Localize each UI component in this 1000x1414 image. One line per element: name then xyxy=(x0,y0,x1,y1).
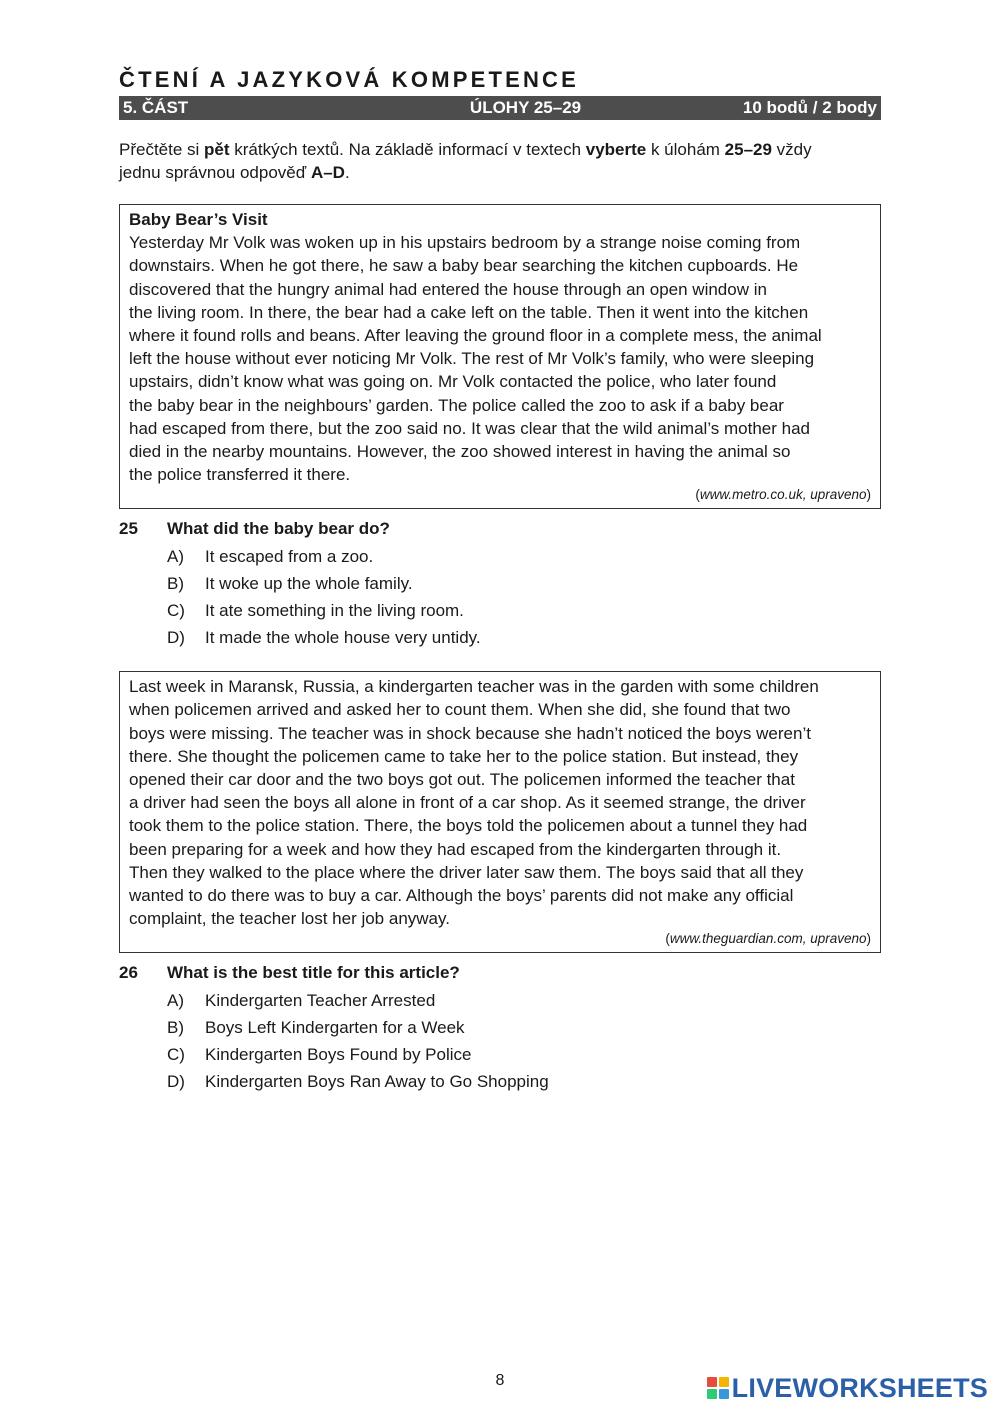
intro-text: . xyxy=(344,163,350,182)
option-letter: B) xyxy=(167,1018,184,1038)
logo-grid-icon xyxy=(707,1377,729,1399)
part-label: 5. ČÁST xyxy=(123,98,189,117)
question-text: What did the baby bear do? xyxy=(167,519,390,539)
text-line: Then they walked to the place where the driver later saw them. The boys said that all they xyxy=(129,862,804,882)
answer-options xyxy=(167,544,881,651)
text-line: left the house without ever noticing Mr Volk. The rest of Mr Volk’s family, who were sleeping xyxy=(129,349,815,369)
intro-bold: vyberte xyxy=(585,140,647,159)
source-citation xyxy=(129,486,871,504)
question-25 xyxy=(119,518,881,540)
reading-text-2 xyxy=(119,671,881,953)
text-line: the police transferred it there. xyxy=(129,465,351,485)
section-header-bar xyxy=(119,96,881,120)
text-line: took them to the police station. There, the boys told the policemen about a tunnel they had xyxy=(129,816,808,836)
question-number: 26 xyxy=(119,963,138,983)
paren: ( xyxy=(665,931,670,947)
answer-option[interactable] xyxy=(167,544,881,571)
text-line: discovered that the hungry animal had entered the house through an open window in xyxy=(129,279,767,299)
text-line: Yesterday Mr Volk was woken up in his upstairs bedroom by a strange noise coming from xyxy=(129,233,801,253)
answer-option[interactable] xyxy=(167,988,881,1015)
option-letter: A) xyxy=(167,991,184,1011)
text-line: boys were missing. The teacher was in shock because she hadn’t noticed the boys weren’t xyxy=(129,723,811,743)
liveworksheets-logo[interactable] xyxy=(707,1373,988,1403)
question-26 xyxy=(119,962,881,984)
intro-bold: pět xyxy=(204,140,230,159)
intro-text: k úlohám xyxy=(646,140,725,159)
text-line: when policemen arrived and asked her to count them. When she did, she found that two xyxy=(129,700,791,720)
option-text: It escaped from a zoo. xyxy=(205,547,374,567)
answer-option[interactable] xyxy=(167,598,881,625)
answer-option[interactable] xyxy=(167,1042,881,1069)
option-text: Kindergarten Boys Ran Away to Go Shopping xyxy=(205,1071,549,1091)
text-line: complaint, the teacher lost her job anyway. xyxy=(129,909,450,929)
option-text: Kindergarten Teacher Arrested xyxy=(205,991,436,1011)
instructions xyxy=(119,138,881,184)
option-letter: C) xyxy=(167,600,185,620)
text-line: the living room. In there, the bear had a cake left on the table. Then it went into the kitchen xyxy=(129,302,809,322)
logo-square xyxy=(719,1389,729,1399)
paren: ( xyxy=(695,487,700,503)
option-text: Kindergarten Boys Found by Police xyxy=(205,1044,472,1064)
option-text: It ate something in the living room. xyxy=(205,600,464,620)
text-line: downstairs. When he got there, he saw a baby bear searching the kitchen cupboards. He xyxy=(129,256,799,276)
option-text: It made the whole house very untidy. xyxy=(205,627,481,647)
option-letter: A) xyxy=(167,547,184,567)
answer-option[interactable] xyxy=(167,1069,881,1096)
source-url: www.metro.co.uk, upraveno xyxy=(699,487,867,503)
text-line: wanted to do there was to buy a car. Although the boys’ parents did not make any official xyxy=(129,886,794,906)
question-text: What is the best title for this article? xyxy=(167,963,460,983)
intro-text: krátkých textů. Na základě informací v textech xyxy=(229,140,586,159)
intro-text: vždy xyxy=(771,140,812,159)
points-label: 10 bodů / 2 body xyxy=(742,98,877,117)
section-title: ČTENÍ A JAZYKOVÁ KOMPETENCE xyxy=(119,67,580,92)
option-letter: C) xyxy=(167,1044,185,1064)
paren: ) xyxy=(866,931,871,947)
text-title: Baby Bear’s Visit xyxy=(129,210,268,229)
text-line: Last week in Maransk, Russia, a kindergarten teacher was in the garden with some children xyxy=(129,677,819,697)
text-line: where it found rolls and beans. After leaving the ground floor in a complete mess, the animal xyxy=(129,326,822,346)
text-line: died in the nearby mountains. However, the zoo showed interest in having the animal so xyxy=(129,442,791,462)
answer-options xyxy=(167,988,881,1095)
option-letter: D) xyxy=(167,1071,185,1091)
tasks-label: ÚLOHY 25–29 xyxy=(469,98,582,117)
text-body xyxy=(129,231,871,486)
worksheet-page xyxy=(119,66,881,1095)
logo-square xyxy=(707,1389,717,1399)
intro-bold: A–D xyxy=(310,163,345,182)
option-text: Boys Left Kindergarten for a Week xyxy=(205,1018,465,1038)
text-line: there. She thought the policemen came to take her to the police station. But instead, they xyxy=(129,746,799,766)
paren: ) xyxy=(866,487,871,503)
logo-square xyxy=(719,1377,729,1387)
text-line: opened their car door and the two boys got out. The policemen informed the teacher that xyxy=(129,770,795,790)
text-line: been preparing for a week and how they had escaped from the kindergarten through it. xyxy=(129,839,782,859)
answer-option[interactable] xyxy=(167,625,881,652)
text-line: upstairs, didn’t know what was going on. Mr Volk contacted the police, who later found xyxy=(129,372,777,392)
option-text: It woke up the whole family. xyxy=(205,574,413,594)
intro-text: Přečtěte si xyxy=(119,140,205,159)
intro-text: jednu správnou odpověď xyxy=(119,163,311,182)
source-url: www.theguardian.com, upraveno xyxy=(669,931,867,947)
option-letter: D) xyxy=(167,627,185,647)
logo-square xyxy=(707,1377,717,1387)
answer-option[interactable] xyxy=(167,571,881,598)
reading-text-1 xyxy=(119,204,881,509)
option-letter: B) xyxy=(167,574,184,594)
logo-text: LIVEWORKSHEETS xyxy=(731,1373,988,1403)
source-citation xyxy=(129,930,871,948)
answer-option[interactable] xyxy=(167,1015,881,1042)
intro-bold: 25–29 xyxy=(724,140,772,159)
text-body xyxy=(129,675,871,930)
text-line: had escaped from there, but the zoo said no. It was clear that the wild animal’s mother had xyxy=(129,418,811,438)
page-number: 8 xyxy=(495,1372,505,1389)
text-line: a driver had seen the boys all alone in front of a car shop. As it seemed strange, the driver xyxy=(129,793,806,813)
question-number: 25 xyxy=(119,519,138,539)
text-line: the baby bear in the neighbours’ garden. The police called the zoo to ask if a baby bear xyxy=(129,395,784,415)
